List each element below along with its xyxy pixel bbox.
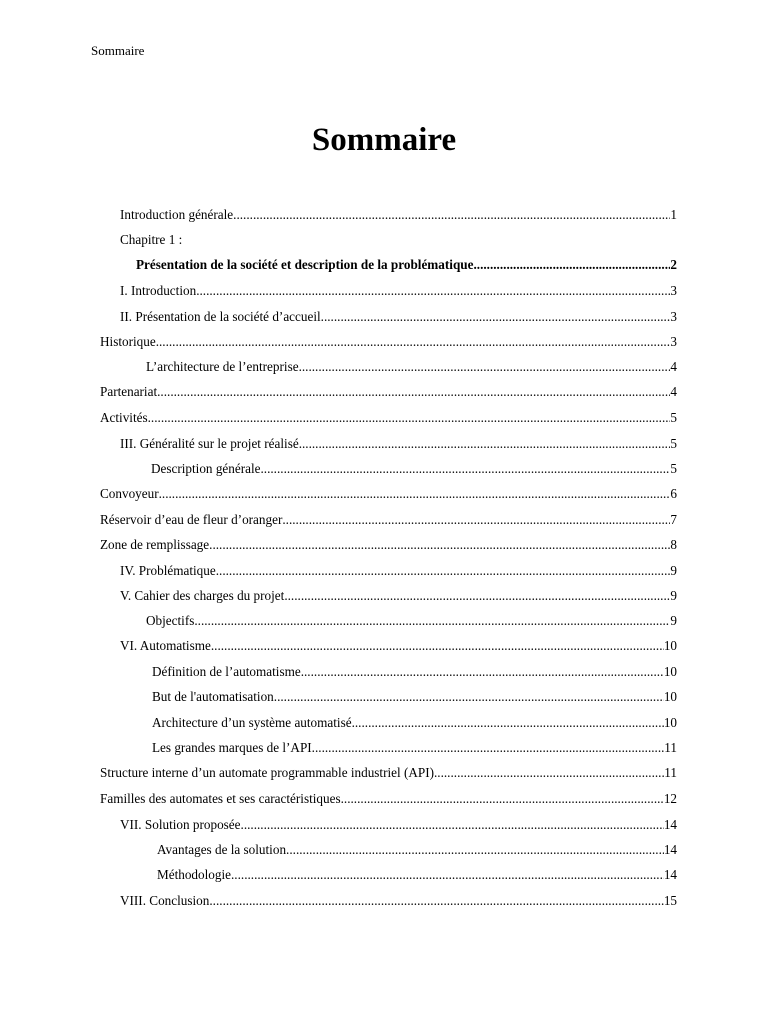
toc-entry[interactable] xyxy=(100,536,677,554)
toc-entry-label: IV. Problématique xyxy=(120,563,216,578)
toc-leader-dots xyxy=(216,562,671,580)
toc-entry[interactable] xyxy=(151,460,677,478)
toc-entry-page: 3 xyxy=(670,334,677,349)
toc-entry[interactable] xyxy=(120,587,677,605)
toc-entry-page: 5 xyxy=(670,436,677,451)
toc-entry-page: 10 xyxy=(663,689,677,704)
toc-entry[interactable] xyxy=(120,282,677,300)
toc-leader-dots xyxy=(352,714,664,732)
toc-entry[interactable] xyxy=(152,714,677,732)
toc-leader-dots xyxy=(196,282,670,300)
toc-entry-label: Objectifs xyxy=(146,613,195,628)
toc-leader-dots xyxy=(341,790,664,808)
toc-entry[interactable] xyxy=(120,637,677,655)
toc-leader-dots xyxy=(284,587,670,605)
toc-entry-label: I. Introduction xyxy=(120,283,197,298)
toc-entry-label: But de l'automatisation xyxy=(152,689,274,704)
toc-leader-dots xyxy=(231,866,664,884)
toc-entry[interactable] xyxy=(120,816,677,834)
toc-entry-page: 3 xyxy=(670,283,677,298)
toc-entry[interactable] xyxy=(100,764,677,782)
page-title: Sommaire xyxy=(311,122,457,158)
toc-entry-page: 15 xyxy=(663,893,677,908)
toc-entry[interactable] xyxy=(152,663,677,681)
toc-entry[interactable] xyxy=(100,790,677,808)
toc-entry-page: 14 xyxy=(663,842,677,857)
toc-leader-dots xyxy=(282,511,670,529)
toc-entry-label: Activités xyxy=(100,410,148,425)
chapter-label: Chapitre 1 : xyxy=(120,232,183,247)
toc-entry[interactable] xyxy=(120,562,677,580)
toc-entry-label: Architecture d’un système automatisé xyxy=(152,715,352,730)
toc-leader-dots xyxy=(209,892,663,910)
toc-entry-page: 12 xyxy=(663,791,677,806)
toc-entry-label: III. Généralité sur le projet réalisé xyxy=(120,436,299,451)
toc-entry[interactable] xyxy=(100,333,677,351)
toc-entry-label: VI. Automatisme xyxy=(120,638,211,653)
toc-entry-page: 9 xyxy=(670,588,677,603)
toc-leader-dots xyxy=(211,637,664,655)
toc-entry-label: VII. Solution proposée xyxy=(120,817,241,832)
toc-entry-label: Zone de remplissage xyxy=(100,537,210,552)
toc-entry-label: Avantages de la solution xyxy=(157,842,287,857)
toc-entry-label: Méthodologie xyxy=(157,867,231,882)
toc-entry-page: 11 xyxy=(664,740,677,755)
toc-entry-page: 6 xyxy=(670,486,677,501)
toc-entry[interactable] xyxy=(146,612,677,630)
toc-entry-label: VIII. Conclusion xyxy=(120,893,210,908)
toc-entry-page: 8 xyxy=(670,537,677,552)
toc-entry-page: 4 xyxy=(670,359,677,374)
toc-entry-label: Structure interne d’un automate programmable industriel (API) xyxy=(100,765,434,780)
toc-leader-dots xyxy=(159,485,671,503)
toc-entry-page: 10 xyxy=(663,715,677,730)
toc-leader-dots xyxy=(299,358,671,376)
toc-entry-label: Définition de l’automatisme xyxy=(152,664,301,679)
toc-entry-label: V. Cahier des charges du projet xyxy=(120,588,285,603)
toc-leader-dots xyxy=(241,816,664,834)
toc-entry-label: Réservoir d’eau de fleur d’oranger xyxy=(100,512,283,527)
toc-entry-label: Historique xyxy=(100,334,156,349)
toc-entry-label: Convoyeur xyxy=(100,486,159,501)
toc-entry-page: 10 xyxy=(663,638,677,653)
toc-entry-label: Introduction générale xyxy=(120,207,234,222)
toc-leader-dots xyxy=(260,460,670,478)
toc-entry-page: 4 xyxy=(670,384,677,399)
toc-entry[interactable] xyxy=(120,206,677,224)
toc-entry-page: 5 xyxy=(670,461,677,476)
toc-entry[interactable] xyxy=(120,892,677,910)
toc-entry-page: 9 xyxy=(670,613,677,628)
toc-leader-dots xyxy=(312,739,665,757)
toc-leader-dots xyxy=(301,663,664,681)
toc-leader-dots xyxy=(209,536,670,554)
toc-leader-dots xyxy=(156,333,671,351)
toc-leader-dots xyxy=(321,308,671,326)
toc-entry[interactable] xyxy=(157,841,677,859)
toc-entry-page: 9 xyxy=(670,563,677,578)
toc-leader-dots xyxy=(473,256,670,274)
toc-leader-dots xyxy=(299,435,671,453)
toc-entry[interactable] xyxy=(100,511,677,529)
toc-entry[interactable] xyxy=(136,256,677,274)
toc-leader-dots xyxy=(233,206,670,224)
toc-entry[interactable] xyxy=(100,383,677,401)
toc-leader-dots xyxy=(434,764,664,782)
running-header: Sommaire xyxy=(91,43,145,58)
toc-leader-dots xyxy=(157,383,670,401)
toc-entry-page: 2 xyxy=(670,257,677,272)
toc-entry-label: II. Présentation de la société d’accueil xyxy=(120,309,321,324)
toc-entry-page: 3 xyxy=(670,309,677,324)
toc-entry-label: Présentation de la société et description de la problématique xyxy=(136,257,474,272)
toc-entry[interactable] xyxy=(152,739,677,757)
toc-entry-label: Les grandes marques de l’API xyxy=(152,740,312,755)
toc-entry-label: L’architecture de l’entreprise xyxy=(146,359,299,374)
toc-entry-page: 1 xyxy=(670,207,677,222)
toc-leader-dots xyxy=(194,612,670,630)
toc-entry-page: 7 xyxy=(670,512,677,527)
toc-entry[interactable] xyxy=(120,308,677,326)
toc-entry-page: 10 xyxy=(663,664,677,679)
toc-entry-page: 5 xyxy=(670,410,677,425)
toc-entry[interactable] xyxy=(100,485,677,503)
toc-entry[interactable] xyxy=(100,409,677,427)
toc-leader-dots xyxy=(148,409,671,427)
toc-entry-page: 14 xyxy=(663,817,677,832)
toc-entry[interactable] xyxy=(120,435,677,453)
toc-entry[interactable] xyxy=(152,688,677,706)
toc-leader-dots xyxy=(286,841,664,859)
toc-entry[interactable] xyxy=(157,866,677,884)
toc-entry-page: 11 xyxy=(664,765,677,780)
toc-entry-page: 14 xyxy=(663,867,677,882)
toc-leader-dots xyxy=(274,688,664,706)
toc-entry[interactable] xyxy=(146,358,677,376)
toc-entry-label: Partenariat xyxy=(100,384,158,399)
toc-entry-label: Familles des automates et ses caractéristiques xyxy=(100,791,341,806)
toc-entry-label: Description générale xyxy=(151,461,261,476)
